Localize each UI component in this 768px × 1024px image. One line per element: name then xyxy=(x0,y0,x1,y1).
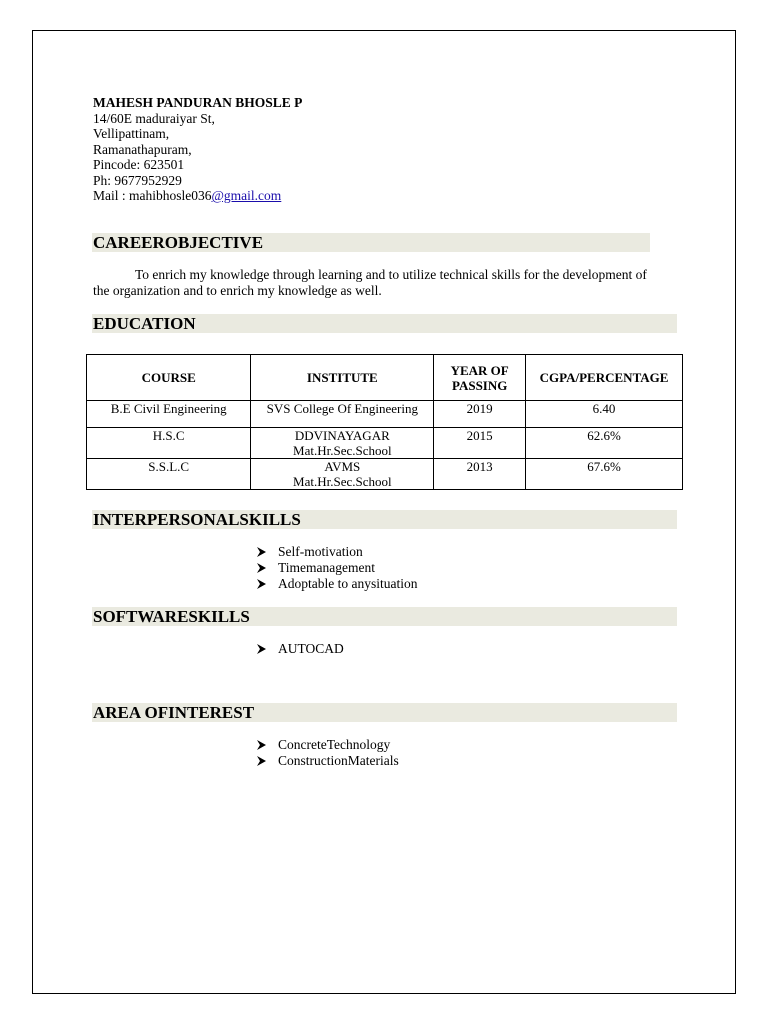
cell-year: 2019 xyxy=(434,401,526,428)
list-item xyxy=(256,753,399,769)
column-header-institute: INSTITUTE xyxy=(251,355,434,401)
cell-course: H.S.C xyxy=(87,428,251,459)
education-table xyxy=(86,354,683,490)
cell-institute: DDVINAYAGAR Mat.Hr.Sec.School xyxy=(251,428,434,459)
column-header-course: COURSE xyxy=(87,355,251,401)
cell-institute: AVMS Mat.Hr.Sec.School xyxy=(251,459,434,490)
table-header-row xyxy=(87,355,683,401)
list-item-label: ConstructionMaterials xyxy=(278,753,399,768)
interpersonal-skills-heading: INTERPERSONALSKILLS xyxy=(92,510,677,529)
list-item-label: Timemanagement xyxy=(278,560,375,575)
table-row xyxy=(87,401,683,428)
pincode: Pincode: 623501 xyxy=(93,157,185,172)
applicant-name: MAHESH PANDURAN BHOSLE P xyxy=(93,95,303,110)
table-row xyxy=(87,459,683,490)
cell-course: S.S.L.C xyxy=(87,459,251,490)
email-prefix: Mail : mahibhosle036 xyxy=(93,188,212,203)
software-skills-list xyxy=(256,641,344,657)
arrow-bullet-icon xyxy=(256,563,278,573)
list-item xyxy=(256,560,417,576)
cell-course: B.E Civil Engineering xyxy=(87,401,251,428)
address-line-2: Vellipattinam, xyxy=(93,126,170,141)
list-item xyxy=(256,576,417,592)
cell-year: 2013 xyxy=(434,459,526,490)
table-row xyxy=(87,428,683,459)
software-skills-heading: SOFTWARESKILLS xyxy=(92,607,677,626)
cell-cgpa: 6.40 xyxy=(526,401,683,428)
address-line-3: Ramanathapuram, xyxy=(93,142,192,157)
phone: Ph: 9677952929 xyxy=(93,173,182,188)
arrow-bullet-icon xyxy=(256,756,278,766)
list-item-label: AUTOCAD xyxy=(278,641,344,656)
career-objective-line-1: To enrich my knowledge through learning and to utilize technical skills for the development of xyxy=(135,267,647,282)
list-item xyxy=(256,544,417,560)
list-item-label: Self-motivation xyxy=(278,544,363,559)
address-line-1: 14/60E maduraiyar St, xyxy=(93,111,215,126)
list-item xyxy=(256,737,399,753)
cell-cgpa: 67.6% xyxy=(526,459,683,490)
arrow-bullet-icon xyxy=(256,644,278,654)
cell-cgpa: 62.6% xyxy=(526,428,683,459)
area-of-interest-heading: AREA OFINTEREST xyxy=(92,703,677,722)
email-line xyxy=(93,188,281,204)
career-objective-heading: CAREEROBJECTIVE xyxy=(92,233,650,252)
career-objective-line-2: the organization and to enrich my knowledge as well. xyxy=(93,283,382,298)
column-header-year: YEAR OF PASSING xyxy=(434,355,526,401)
arrow-bullet-icon xyxy=(256,547,278,557)
interpersonal-skills-list xyxy=(256,544,417,592)
cell-institute: SVS College Of Engineering xyxy=(251,401,434,428)
arrow-bullet-icon xyxy=(256,740,278,750)
list-item-label: Adoptable to anysituation xyxy=(278,576,418,591)
email-link[interactable]: @gmail.com xyxy=(211,188,282,203)
area-of-interest-list xyxy=(256,737,399,769)
column-header-cgpa: CGPA/PERCENTAGE xyxy=(526,355,683,401)
education-heading: EDUCATION xyxy=(92,314,677,333)
cell-year: 2015 xyxy=(434,428,526,459)
arrow-bullet-icon xyxy=(256,579,278,589)
list-item-label: ConcreteTechnology xyxy=(278,737,391,752)
list-item xyxy=(256,641,344,657)
